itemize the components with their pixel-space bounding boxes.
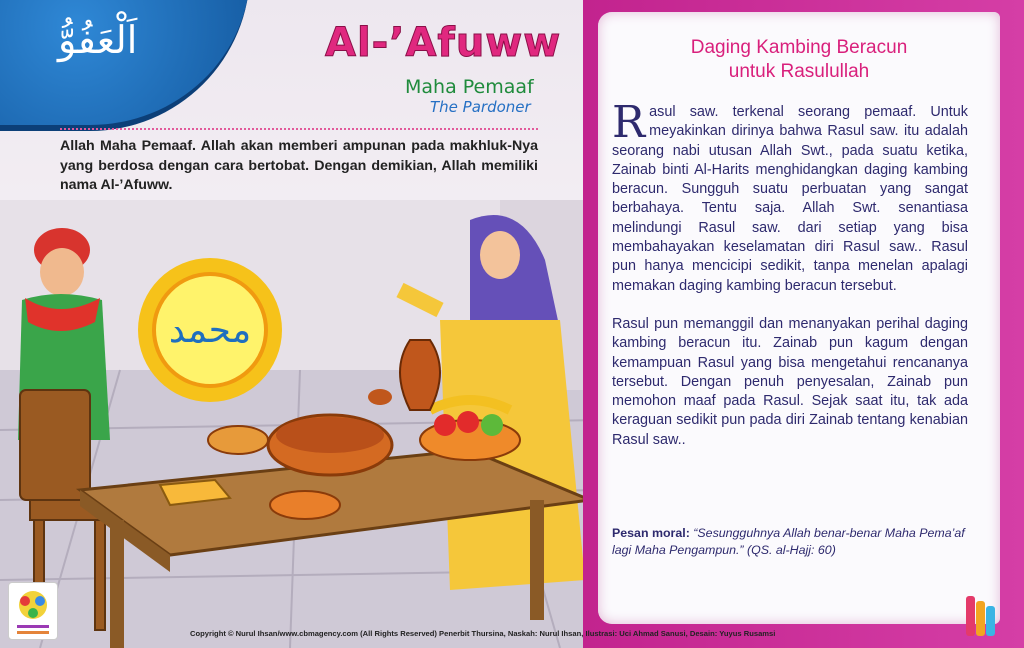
arabic-name: اَلْعَفُوُّ — [58, 18, 138, 62]
story-paragraph — [612, 97, 968, 296]
story-title-line-2: untuk Rasulullah — [728, 61, 870, 82]
divider — [60, 128, 538, 130]
story-paragraph-1-text: asul saw. terkenal seorang pemaaf. Untuk meyakinkan dirinya bahwa Rasul saw. itu adalah seorang nabi utusan Allah Swt., pada suatu ketika, Zainab binti Al-Harits menghidangkan daging kambing beracun. Sungguh suatu perbuatan yang sangat berbahaya. Tentu saja. Allah Swt. senantiasa melindungi Rasul saw. dari setiap yang bisa membahayakan keselamatan diri Rasul saw.. Rasul pun hanya mencicipi sedikit, tanpa menelan apalagi memakan daging kambing beracun tersebut. — [612, 104, 968, 294]
stew — [276, 417, 384, 453]
moral-text: “Sesungguhnya Allah benar-benar Maha Pema’af lagi Maha Pengampun.” (QS. al-Hajj: 60) — [612, 526, 965, 557]
cup — [368, 389, 392, 405]
story-paragraph-2: Rasul pun memanggil dan menanyakan perihal daging kambing beracun itu. Zainab pun kagum dengan kemampuan Rasul yang bisa mengetahui rencananya tersebut. Dengan penuh penyesalan, Zainab pun memohon maaf pada Rasul. Sejak saat itu, tak ada keraguan sedikit pun pada diri Zainab tentang kenabian Rasul saw.. — [612, 315, 968, 448]
table-leg — [530, 500, 544, 620]
illustration-scene — [0, 200, 600, 648]
story-body — [612, 97, 968, 469]
publisher-logo — [8, 582, 58, 640]
plate — [270, 491, 340, 519]
publisher-logo-icon — [9, 583, 57, 639]
apple — [434, 414, 456, 436]
man-face — [40, 248, 84, 296]
subtitle-indonesian: Maha Pemaaf — [405, 76, 534, 98]
woman-face — [480, 231, 520, 279]
story-title — [598, 36, 1000, 84]
description: Allah Maha Pemaaf. Allah akan memberi ampunan pada makhluk-Nya yang berdosa dengan cara bertobat. Dengan demikian, Allah memiliki nama Al-’Afuww. — [60, 138, 538, 193]
moral-message — [612, 525, 968, 559]
small-bowl — [208, 426, 268, 454]
moral-label: Pesan moral: — [612, 526, 690, 540]
subtitle-english: The Pardoner — [430, 98, 531, 116]
drop-cap: R — [612, 97, 646, 148]
teapot — [400, 340, 440, 410]
ebook-logo-icon — [966, 596, 996, 638]
page-title: Al-’Afuww — [325, 20, 562, 66]
apple — [457, 411, 479, 433]
copyright-text: Copyright © Nurul Ihsan/www.cbmagency.com (All Rights Reserved) Penerbit Thursina, Naskah: Nurul Ihsan, Ilustrasi: Uci Ahmad Sanusi, Desain: Yuyus Rusamsi — [190, 629, 776, 638]
story-title-line-1: Daging Kambing Beracun — [690, 37, 908, 58]
apple — [481, 414, 503, 436]
emblem-text: محمد — [168, 310, 252, 351]
table-leg — [110, 520, 124, 648]
